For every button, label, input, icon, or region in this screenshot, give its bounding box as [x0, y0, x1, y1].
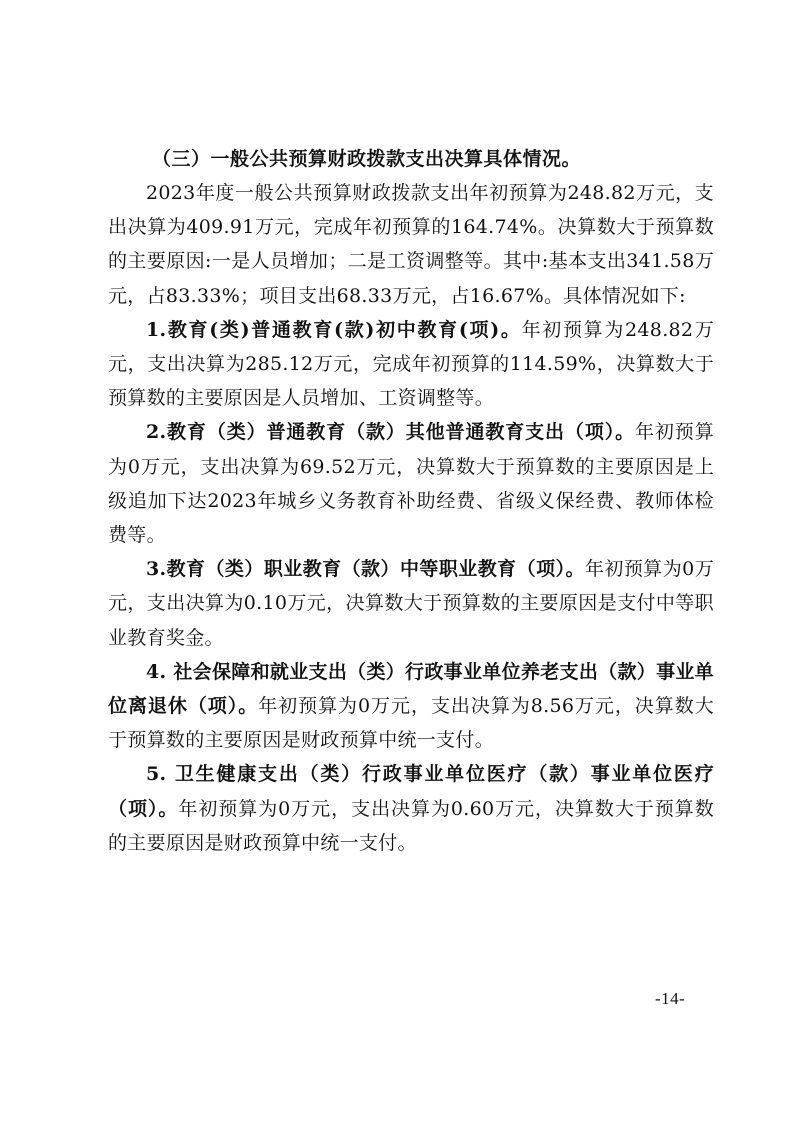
item-body-1: 年初预算为248.82万元，支出决算为285.12万元，完成年初预算的114.59%，决算数大于预算数的主要原因是人员增加、工资调整等。 — [108, 318, 715, 410]
item-body-3: 年初预算为0万元，支出决算为0.10万元，决算数大于预算数的主要原因是支付中等职业教育奖金。 — [108, 558, 714, 649]
page-number: -14- — [655, 989, 686, 1008]
item-paragraph-5 — [108, 757, 714, 860]
item-body-5: 年初预算为0万元，支出决算为0.60万元，决算数大于预算数的主要原因是财政预算中统一支付。 — [108, 797, 714, 854]
item-body-2: 年初预算为0万元，支出决算为69.52万元，决算数大于预算数的主要原因是上级追加下达2023年城乡义务教育补助经费、省级义保经费、教师体检费等。 — [108, 421, 715, 547]
document-page — [108, 142, 714, 860]
item-body-4: 年初预算为0万元，支出决算为8.56万元，决算数大于预算数的主要原因是财政预算中统一支付。 — [108, 695, 714, 752]
intro-paragraph: 2023年度一般公共预算财政拨款支出年初预算为248.82万元，支出决算为409.91万元，完成年初预算的164.74%。决算数大于预算数的主要原因:一是人员增加；二是工资调整等。其中:基本支出341.58万元，占83.33%；项目支出68.33万元，占16.67%。具体情况如下: — [108, 182, 714, 307]
item-title-5: 5. 卫生健康支出（类）行政事业单位医疗（款）事业单位医疗（项）。 — [108, 763, 714, 820]
item-paragraph-1 — [108, 313, 714, 416]
item-title-4: 4. 社会保障和就业支出（类）行政事业单位养老支出（款）事业单位离退休（项）。 — [108, 660, 714, 718]
item-paragraph-2 — [108, 415, 714, 552]
item-paragraph-3 — [108, 552, 714, 655]
item-title-3: 3.教育（类）职业教育（款）中等职业教育（项）。 — [146, 558, 585, 581]
item-title-1: 1.教育(类)普通教育(款)初中教育(项)。 — [146, 318, 522, 341]
section-heading: （三）一般公共预算财政拨款支出决算具体情况。 — [152, 148, 582, 170]
item-title-2: 2.教育（类）普通教育（款）其他普通教育支出（项）。 — [146, 421, 636, 444]
item-paragraph-4 — [108, 655, 714, 758]
